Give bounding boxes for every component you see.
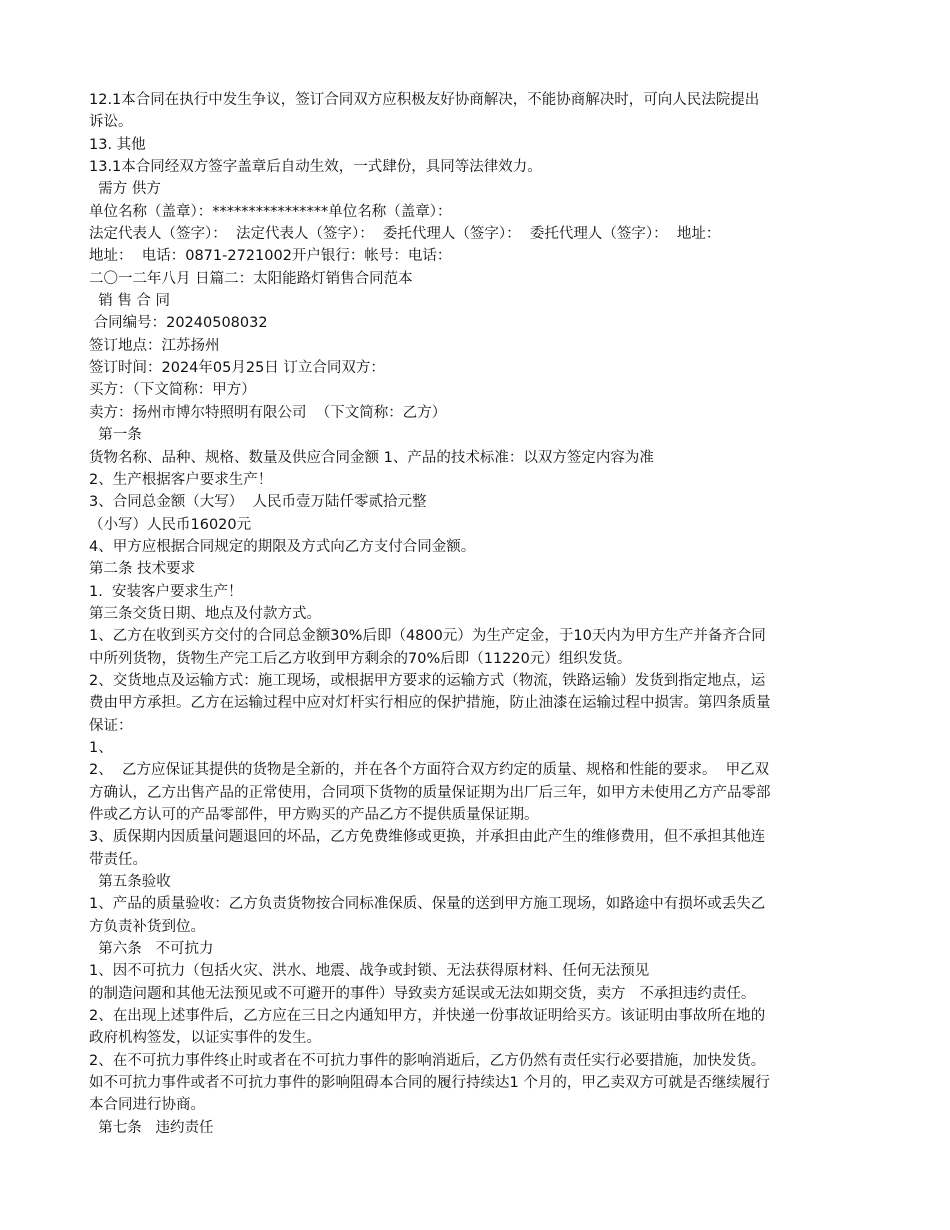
- contract-title: 销 售 合 同: [89, 293, 171, 310]
- text-line: 二〇一二年八月 日篇二：太阳能路灯销售合同范本: [89, 270, 413, 287]
- text-line: 签订时间：2024年05月25日 订立合同双方：: [89, 360, 385, 377]
- text-line: 2、 乙方应保证其提供的货物是全新的，并在各个方面符合双方约定的质量、规格和性能的要求。 甲乙双: [89, 762, 770, 779]
- party-labels: 需方 供方: [89, 181, 161, 198]
- text-line: 1、: [89, 739, 113, 756]
- text-line: 1. 安装客户要求生产！: [89, 583, 243, 600]
- text-line: 1、乙方在收到买方交付的合同总金额30%后即（4800元）为生产定金，于10天内为甲方生产并备齐合同: [89, 628, 766, 645]
- text-line: 单位名称（盖章）：****************单位名称（盖章）：: [89, 203, 452, 220]
- text-line: 2、在不可抗力事件终止时或者在不可抗力事件的影响消逝后，乙方仍然有责任实行必要措施，加快发货。: [89, 1052, 766, 1069]
- text-line: 的制造问题和其他无法预见或不可避开的事件）导致卖方延误或无法如期交货，卖方 不承担违约责任。: [89, 985, 756, 1002]
- text-line: 1、产品的质量验收：乙方负责货物按合同标准保质、保量的送到甲方施工现场，如路途中有损坏或丢失乙: [89, 896, 766, 913]
- text-line: 签订地点：江苏扬州: [89, 337, 220, 354]
- text-line: 件或乙方认可的产品零部件，甲方购买的产品乙方不提供质量保证期。: [89, 807, 539, 823]
- section-heading: 第一条: [89, 427, 142, 444]
- text-line: （小写）人民币16020元: [89, 516, 252, 533]
- text-line: 中所列货物，货物生产完工后乙方收到甲方剩余的70%后即（11220元）组织发货。: [89, 650, 632, 667]
- text-line: 卖方：扬州市博尔特照明有限公司 （下文简称：乙方）: [89, 404, 447, 421]
- text-line: 费由甲方承担。乙方在运输过程中应对灯杆实行相应的保护措施，防止油漆在运输过程中损害。第四条质量: [89, 695, 771, 712]
- section-heading: 第三条交货日期、地点及付款方式。: [89, 605, 321, 622]
- text-line: 法定代表人（签字）： 法定代表人（签字）： 委托代理人（签字）： 委托代理人（签字）： 地址：: [89, 226, 721, 243]
- text-line: 4、甲方应根据合同规定的期限及方式向乙方支付合同金额。: [89, 538, 476, 555]
- text-line: 13.1本合同经双方签字盖章后自动生效，一式肆份，具同等法律效力。: [89, 159, 542, 176]
- text-line: 诉讼。: [89, 114, 133, 131]
- text-line: 方负责补货到位。: [89, 918, 205, 935]
- text-line: 如不可抗力事件或者不可抗力事件的影响阻碍本合同的履行持续达1 个月的，甲乙卖双方可就是否继续履行: [89, 1075, 770, 1092]
- text-line: 3、合同总金额（大写） 人民币壹万陆仟零贰拾元整: [89, 494, 427, 511]
- section-heading: 第二条 技术要求: [89, 561, 196, 578]
- text-line: 本合同进行协商。: [89, 1097, 205, 1114]
- text-line: 12.1本合同在执行中发生争议，签订合同双方应积极友好协商解决，不能协商解决时，可向人民法院提出: [89, 92, 760, 108]
- section-heading: 13. 其他: [89, 136, 146, 153]
- text-line: 2、在出现上述事件后，乙方应在三日之内通知甲方，并快递一份事故证明给买方。该证明由事故所在地的: [89, 1008, 766, 1025]
- text-line: 政府机构签发，以证实事件的发生。: [89, 1030, 321, 1047]
- contract-number: 合同编号：20240508032: [89, 315, 268, 332]
- section-heading: 第七条 违约责任: [89, 1119, 214, 1136]
- text-line: 1、因不可抗力（包括火灾、洪水、地震、战争或封锁、无法获得原材料、任何无法预见: [89, 963, 650, 980]
- text-line: 货物名称、品种、规格、数量及供应合同金额 1、产品的技术标准：以双方签定内容为准: [89, 449, 654, 466]
- text-line: 3、质保期内因质量问题退回的坏品，乙方免费维修或更换，并承担由此产生的维修费用，但不承担其他连: [89, 829, 766, 846]
- section-heading: 第六条 不可抗力: [89, 941, 214, 958]
- text-line: 买方：（下文简称：甲方）: [89, 382, 256, 399]
- text-line: 2、交货地点及运输方式：施工现场，或根据甲方要求的运输方式（物流，铁路运输）发货到指定地点，运: [89, 672, 766, 689]
- text-line: 地址： 电话：0871-2721002开户银行：帐号：电话：: [89, 248, 452, 265]
- text-line: 2、生产根据客户要求生产！: [89, 471, 273, 488]
- text-line: 保证：: [89, 717, 133, 734]
- text-line: 方确认，乙方出售产品的正常使用，合同项下货物的质量保证期为出厂后三年，如甲方未使用乙方产品零部: [89, 784, 771, 801]
- document-page: [89, 89, 864, 1139]
- text-line: 带责任。: [89, 851, 147, 868]
- section-heading: 第五条验收: [89, 874, 171, 891]
